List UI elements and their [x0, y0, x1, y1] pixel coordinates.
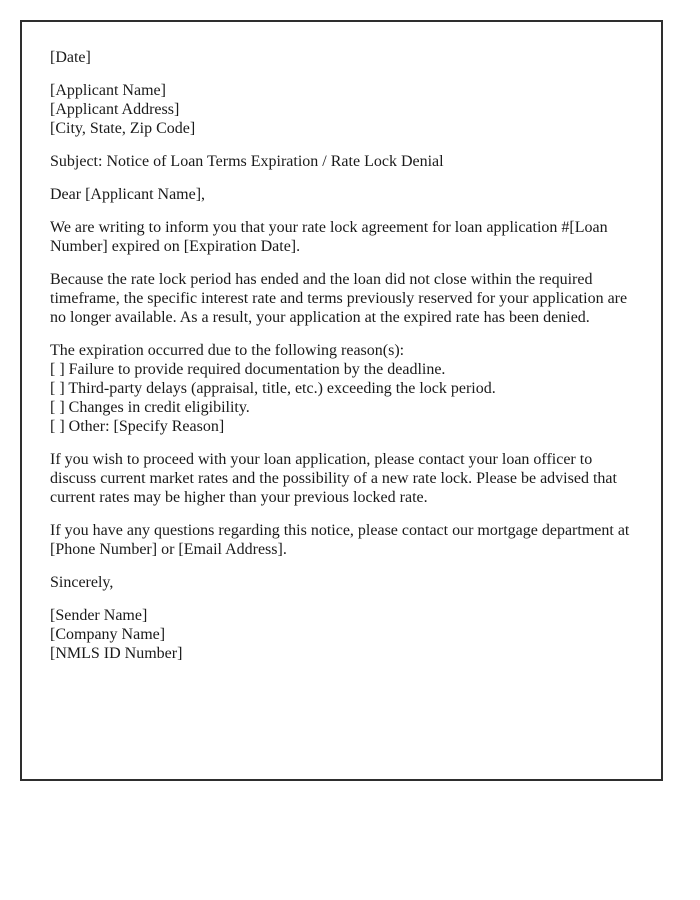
sender-name: [Sender Name]	[50, 607, 148, 624]
reason-item-documentation: [ ] Failure to provide required documentation by the deadline.	[50, 361, 446, 378]
company-name: [Company Name]	[50, 626, 166, 643]
reason-item-third-party-delays: [ ] Third-party delays (appraisal, title, etc.) exceeding the lock period.	[50, 380, 496, 397]
subject-line: Subject: Notice of Loan Terms Expiration / Rate Lock Denial	[50, 153, 444, 170]
date-placeholder: [Date]	[50, 49, 91, 66]
reason-item-credit-eligibility: [ ] Changes in credit eligibility.	[50, 399, 250, 416]
reason-item-other: [ ] Other: [Specify Reason]	[50, 418, 225, 435]
recipient-name: [Applicant Name]	[50, 82, 166, 99]
body-paragraph-rate-lock-expired: We are writing to inform you that your rate lock agreement for loan application #[Loan Number] expired on [Expiration Date].	[50, 219, 608, 255]
body-paragraph-proceed-options: If you wish to proceed with your loan application, please contact your loan officer to discuss current market rates and the possibility of a new rate lock. Please be advised that current rates may be higher than your previous locked rate.	[50, 451, 617, 506]
closing: Sincerely,	[50, 574, 114, 591]
signature-block	[50, 606, 631, 663]
recipient-city-state-zip: [City, State, Zip Code]	[50, 120, 196, 137]
recipient-address-block	[50, 81, 631, 138]
reasons-intro: The expiration occurred due to the following reason(s):	[50, 342, 405, 359]
letter-page	[20, 20, 663, 781]
salutation: Dear [Applicant Name],	[50, 186, 206, 203]
body-paragraph-contact-info: If you have any questions regarding this notice, please contact our mortgage department at [Phone Number] or [Email Address].	[50, 522, 630, 558]
nmls-id-number: [NMLS ID Number]	[50, 645, 183, 662]
expiration-reasons-block	[50, 341, 631, 436]
recipient-address: [Applicant Address]	[50, 101, 180, 118]
body-paragraph-denial-explanation: Because the rate lock period has ended and the loan did not close within the required timeframe, the specific interest rate and terms previously reserved for your application are no longer available. As a result, your application at the expired rate has been denied.	[50, 271, 628, 326]
